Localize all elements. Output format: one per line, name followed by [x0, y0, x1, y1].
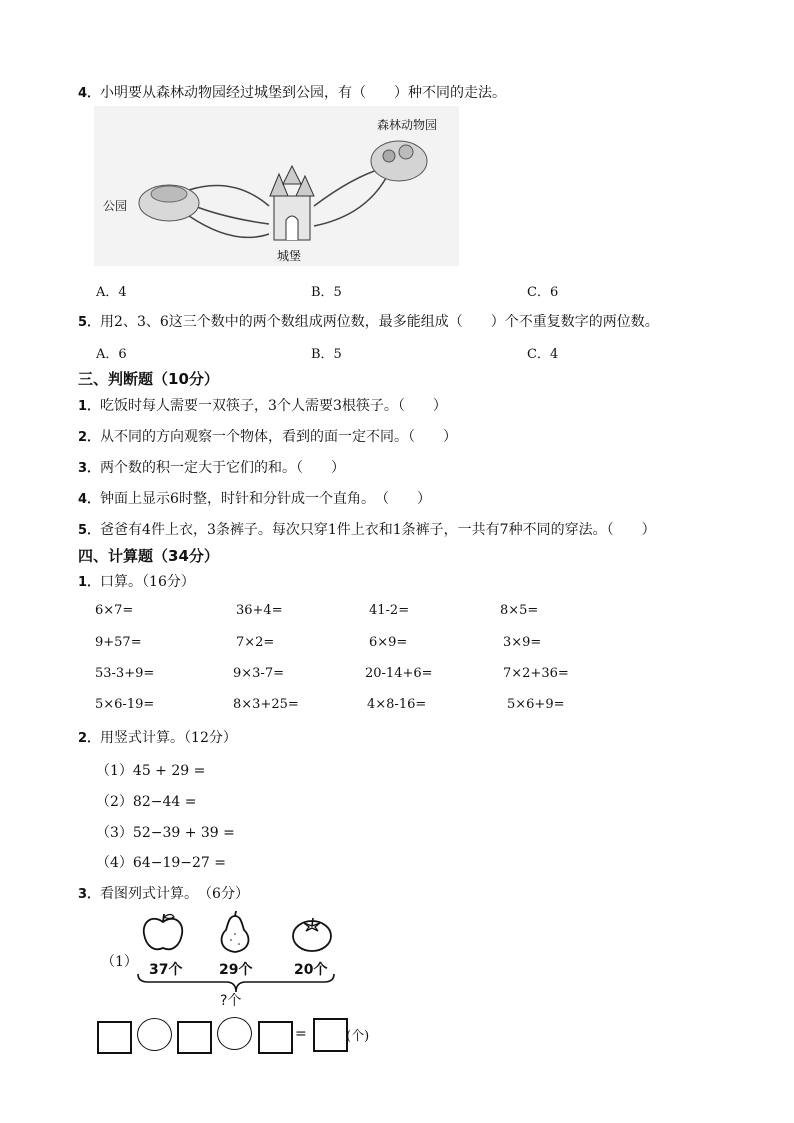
q5-option-c: C．4 — [527, 347, 559, 362]
question-number: 5． — [78, 315, 101, 330]
question-number: 4． — [78, 86, 101, 101]
item-number: 5． — [78, 523, 101, 538]
calc-r4-c1: 5×6-19= — [95, 697, 155, 712]
judge-item-3 — [78, 457, 345, 477]
section-4-title: 四、计算题（34分） — [78, 547, 219, 565]
question-4 — [78, 82, 506, 102]
picture-calc-title — [78, 883, 249, 903]
calc-r3-c3: 20-14+6= — [365, 666, 433, 681]
vertical-item-2: （2）82−44 = — [96, 794, 197, 810]
question-5 — [78, 311, 659, 331]
pear-icon — [215, 910, 255, 960]
judge-item-1 — [78, 395, 447, 415]
castle-label: 城堡 — [277, 249, 302, 263]
vertical-item-1: （1）45 + 29 = — [96, 763, 206, 779]
section-3-title: 三、判断题（10分） — [78, 370, 219, 388]
q4-option-b: B．5 — [311, 285, 342, 300]
calc-r4-c4: 5×6+9= — [507, 697, 565, 712]
calc-r3-c4: 7×2+36= — [503, 666, 569, 681]
calc-r3-c1: 53-3+9= — [95, 666, 155, 681]
sub-question-label: （1） — [101, 954, 138, 970]
item-text: 看图列式计算。 （6分） — [100, 886, 249, 902]
item-text: 吃饭时每人需要一双筷子，3个人需要3根筷子。（ ） — [100, 398, 447, 414]
item-number: 1． — [78, 399, 101, 414]
calc-r4-c3: 4×8-16= — [367, 697, 427, 712]
item-number: 3． — [78, 887, 101, 902]
calc-r2-c1: 9+57= — [95, 635, 142, 650]
tomato-icon — [290, 914, 334, 958]
unit-label: (个) — [346, 1029, 370, 1044]
total-question-label: ?个 — [220, 993, 242, 1009]
judge-item-4 — [78, 488, 431, 508]
calc-r1-c3: 41-2= — [369, 603, 410, 618]
item-number: 1． — [78, 575, 101, 590]
answer-box-3[interactable] — [258, 1021, 293, 1054]
calc-r1-c4: 8×5= — [500, 603, 539, 618]
vertical-calc-title — [78, 727, 237, 747]
park-label: 公园 — [103, 199, 128, 213]
calc-r2-c2: 7×2= — [236, 635, 275, 650]
calc-r1-c2: 36+4= — [236, 603, 283, 618]
item-text: 爸爸有4件上衣，3条裤子。每次只穿1件上衣和1条裤子，一共有7种不同的穿法。（ ） — [100, 522, 656, 538]
judge-item-2 — [78, 426, 457, 446]
item-text: 用竖式计算。（12分） — [100, 730, 237, 746]
equals-sign: = — [295, 1026, 307, 1042]
answer-box-1[interactable] — [97, 1021, 132, 1054]
answer-box-2[interactable] — [177, 1021, 212, 1054]
calc-r4-c2: 8×3+25= — [233, 697, 299, 712]
forest-zoo-label: 森林动物园 — [377, 118, 438, 132]
result-box[interactable] — [313, 1018, 348, 1052]
calc-r2-c4: 3×9= — [503, 635, 542, 650]
judge-item-5 — [78, 519, 656, 539]
apple-icon — [140, 912, 186, 958]
vertical-item-4: （4）64−19−27 = — [96, 855, 226, 871]
item-number: 2． — [78, 430, 101, 445]
q5-option-b: B．5 — [311, 347, 342, 362]
calc-r3-c2: 9×3-7= — [233, 666, 284, 681]
operator-circle-2[interactable] — [217, 1017, 252, 1050]
calc-r1-c1: 6×7= — [95, 603, 134, 618]
item-number: 4． — [78, 492, 101, 507]
question-text: 小明要从森林动物园经过城堡到公园，有（ ）种不同的走法。 — [100, 85, 507, 101]
item-text: 钟面上显示6时整，时针和分针成一个直角。 （ ） — [100, 491, 431, 507]
apple-count-label: 37个 — [149, 962, 183, 978]
q4-option-a: A．4 — [96, 285, 127, 300]
question-text: 用2、3、6这三个数中的两个数组成两位数，最多能组成（ ）个不重复数字的两位数。 — [100, 314, 659, 330]
item-text: 从不同的方向观察一个物体，看到的面一定不同。（ ） — [100, 429, 458, 445]
q5-option-a: A．6 — [96, 347, 127, 362]
item-text: 口算。（16分） — [100, 574, 195, 590]
item-number: 2． — [78, 731, 101, 746]
vertical-item-3: （3）52−39 + 39 = — [96, 825, 235, 841]
calc-r2-c3: 6×9= — [369, 635, 408, 650]
oral-calc-title — [78, 571, 195, 591]
q4-option-c: C．6 — [527, 285, 559, 300]
item-number: 3． — [78, 461, 101, 476]
tomato-count-label: 20个 — [294, 962, 328, 978]
operator-circle-1[interactable] — [137, 1018, 172, 1051]
pear-count-label: 29个 — [219, 962, 253, 978]
item-text: 两个数的积一定大于它们的和。（ ） — [100, 460, 346, 476]
